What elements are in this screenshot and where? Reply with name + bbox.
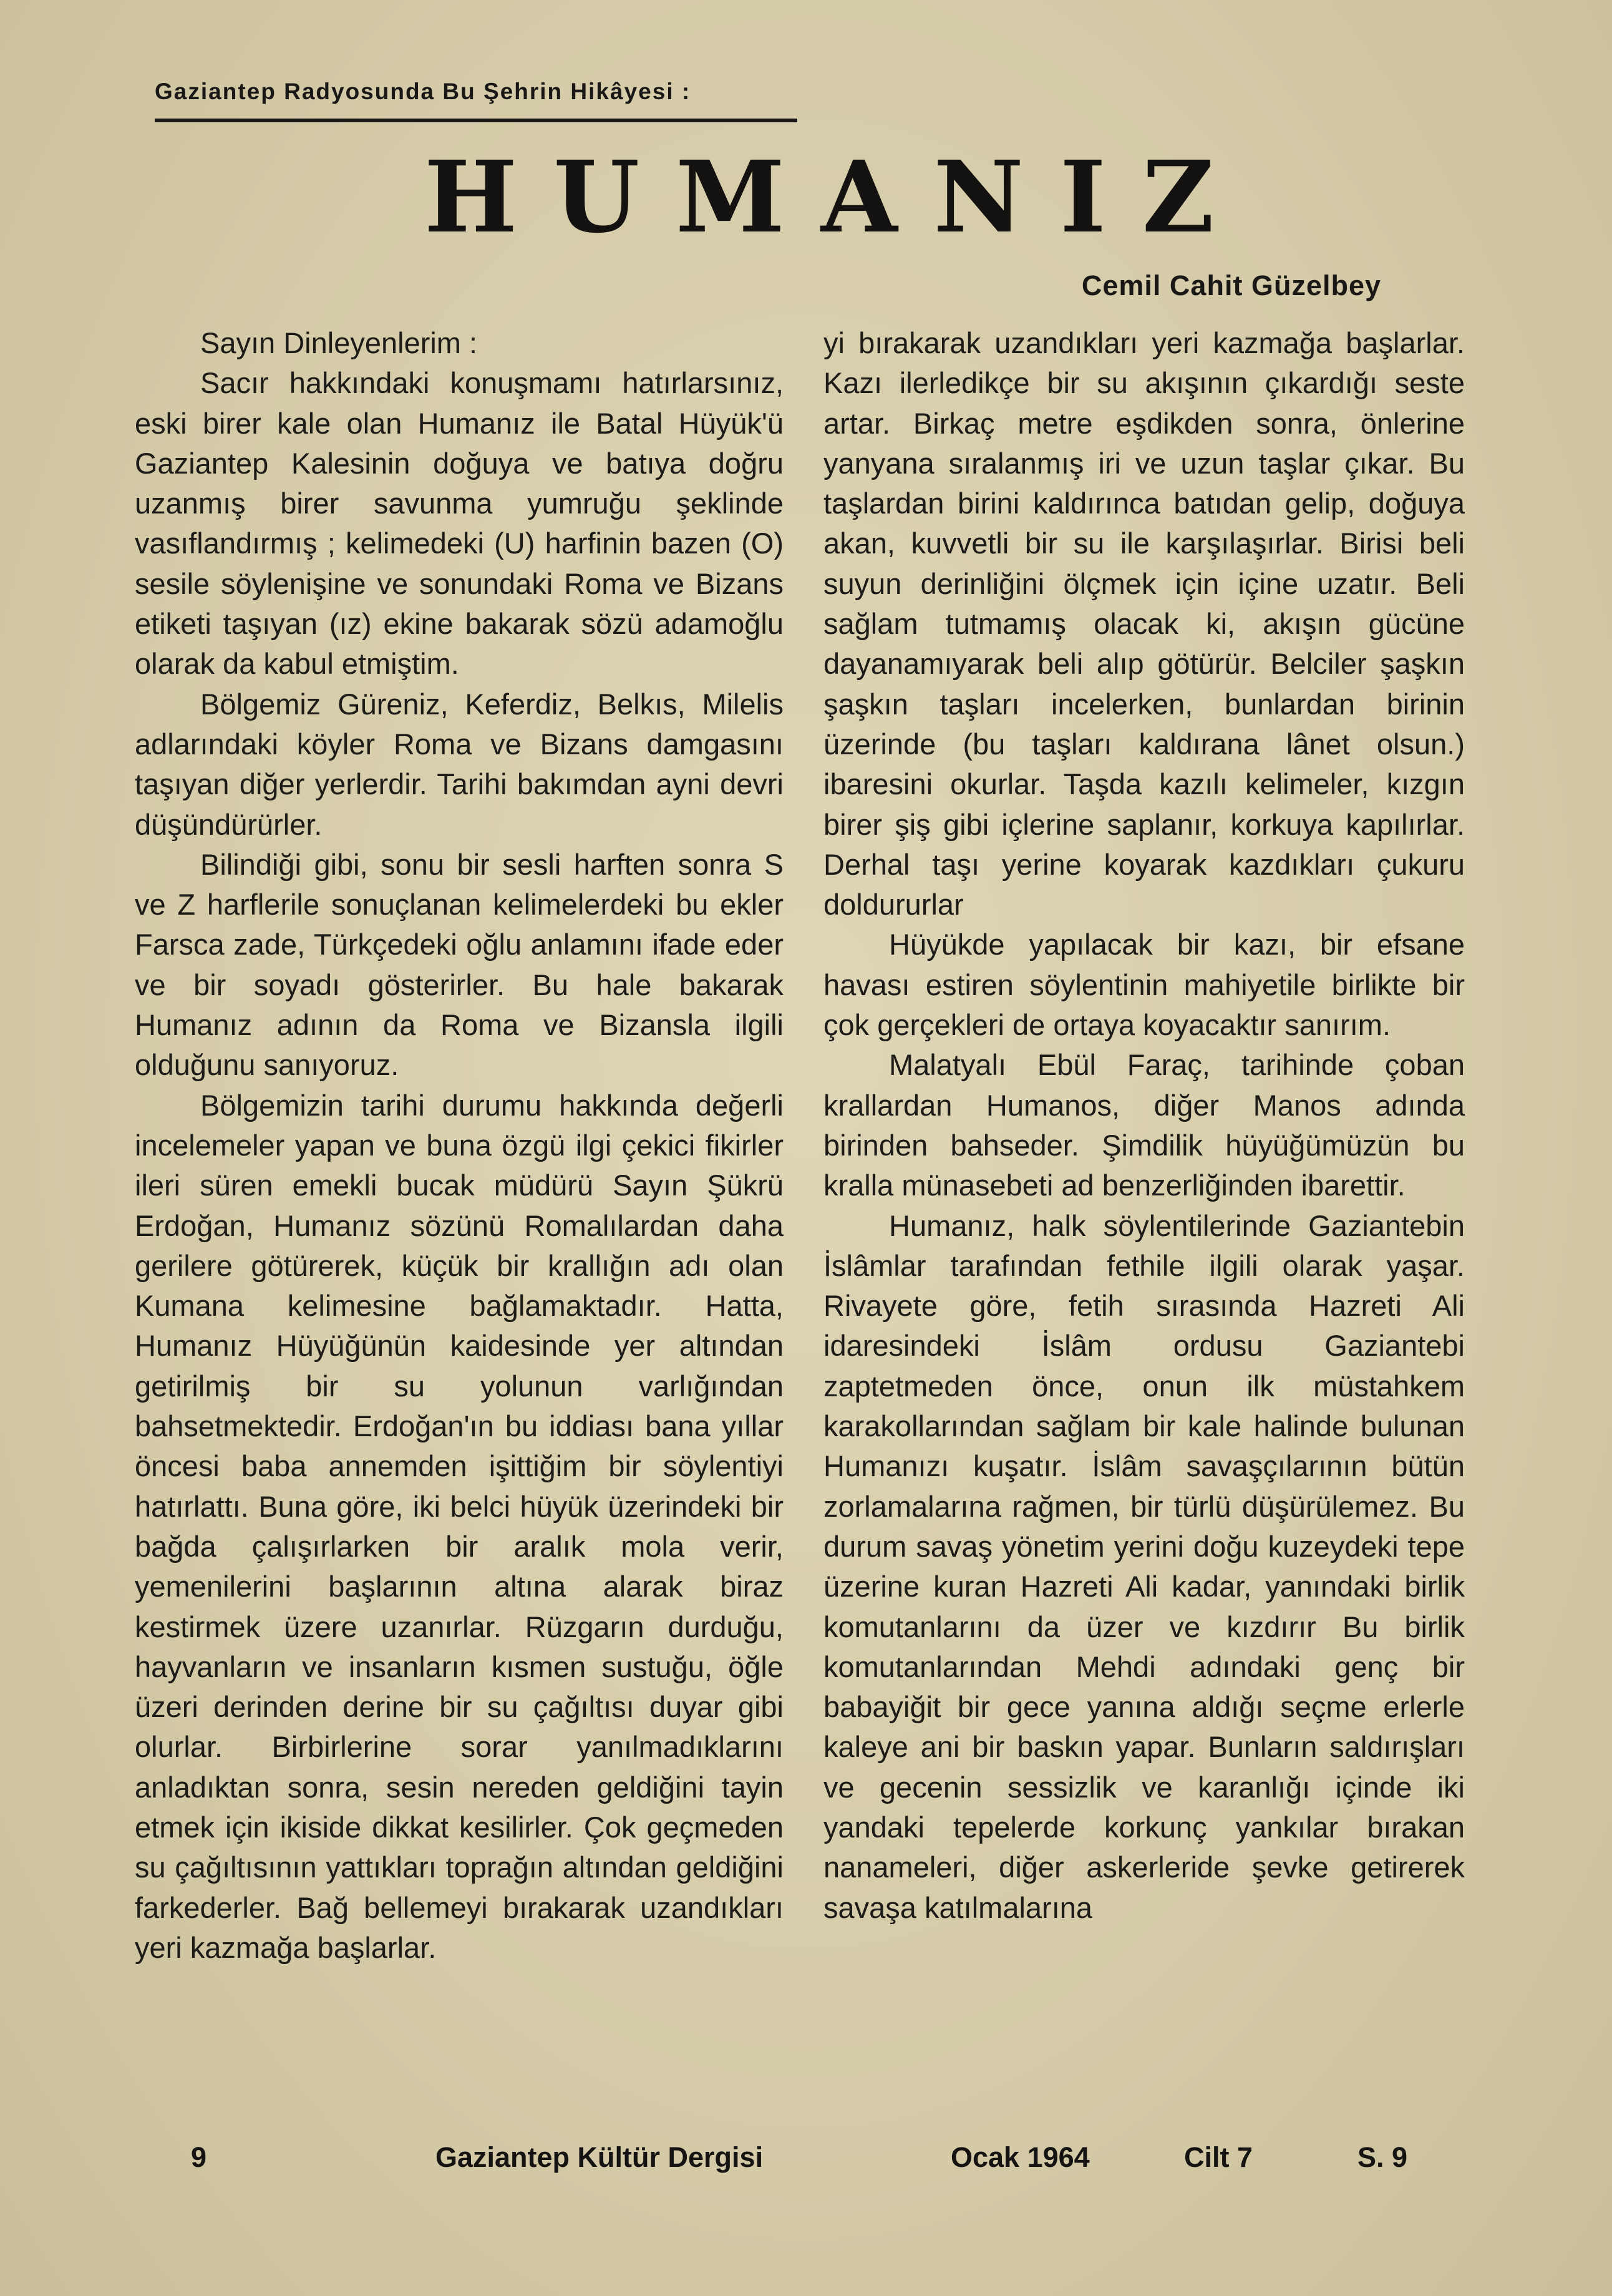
paragraph: Bölgemiz Güreniz, Keferdiz, Belkıs, Milelis adlarındaki köyler Roma ve Bizans damgasını taşıyan diğer yerlerdir. Tarihi bakımdan ayni devri düşündürürler. [135, 687, 784, 841]
paragraph: Humanız, halk söylentilerinde Gaziantebin İslâmlar tarafından fethile ilgili olarak yaşar. Rivayete göre, fetih sırasında Hazreti Ali idaresindeki İslâm ordusu Gaziantebi zaptetmeden önce, onun ilk müstahkem karakollarından sağlam bir kale halinde bulunan Humanızı kuşatır. İslâm savaşçılarının bütün zorlamalarına rağmen, bir türlü düşürülemez. Bu durum savaş yönetim yerini doğu kuzeydeki tepe üzerine kuran Hazreti Ali kadar, yanındaki birlik komutanlarını da üzer ve kızdırır Bu birlik komutanlarından Mehdi adındaki genç bir babayiğit bir gece yanına aldığı seçme erlerle kaleye ani bir baskın yapar. Bunların saldırışları ve gecenin sessizlik ve karanlığı içinde iki yandaki tepelerde korkunç yankılar bırakan nanameleri, diğer askerleride şevke getirerek savaşa katılmalarına [823, 1209, 1465, 1924]
paragraph: Bilindiği gibi, sonu bir sesli harften sonra S ve Z harflerile sonuçlanan kelimelerdeki bu ekler Farsca zade, Türkçedeki oğlu anlamını ifade eder ve bir soyadı gösterirler. Bu hale bakarak Humanız adının da Roma ve Bizansla ilgili olduğunu sanıyoruz. [135, 847, 784, 1082]
author-name: Cemil Cahit Güzelbey [1081, 270, 1381, 301]
issue-date: Ocak 1964 [951, 2141, 1090, 2173]
paragraph: Bölgemizin tarihi durumu hakkında değerli incelemeler yapan ve buna özgü ilgi çekici fikirler ileri süren emekli bucak müdürü Sayın Şükrü Erdoğan, Humanız sözünü Romalılardan daha gerilere götürerek, küçük bir krallığın adı olan Kumana kelimesine bağlamaktadır. Hatta, Humanız Hüyüğünün kaidesinde yer altından getirilmiş bir su yolunun varlığından bahsetmektedir. Erdoğan'ın bu iddiası bana yıllar öncesi baba annemden işittiğim bir söylentiyi hatırlattı. Buna göre, iki belci hüyük üzerindeki bir bağda çalışırlarken bir aralık mola verir, yemenilerini başlarının altına alarak biraz kestirmek üzere uzanırlar. Rüzgarın durduğu, hayvanların ve insanların kısmen sustuğu, öğle üzeri derinden derine bir su çağıltısı duyar gibi olurlar. Birbirlerine sorar yanılmadıklarını anladıktan sonra, sesin nereden geldiğini tayin etmek için ikiside dikkat kesilirler. Çok geçmeden su çağıltısının yattıkları toprağın altından geldiğini farkederler. Bağ bellemeyi bırakarak uzandıkları yeri kazmağa başlarlar. [135, 1088, 784, 1964]
series-title: Gaziantep Radyosunda Bu Şehrin Hikâyesi : [155, 79, 691, 104]
paragraph: Malatyalı Ebül Faraç, tarihinde çoban krallardan Humanos, diğer Manos adında birinden bahseder. Şimdilik hüyüğümüzün bu kralla münasebeti ad benzerliğinden ibarettir. [823, 1048, 1465, 1202]
greeting-paragraph: Sayın Dinleyenlerim : [200, 326, 478, 359]
journal-name: Gaziantep Kültür Dergisi [435, 2141, 764, 2173]
issue-label: S. 9 [1357, 2141, 1408, 2173]
article-title: HUMANIZ [424, 140, 1251, 255]
page-footer [0, 2141, 1612, 2185]
volume-label: Cilt 7 [1184, 2141, 1253, 2173]
paragraph-continued: yi bırakarak uzandıkları yeri kazmağa başlarlar. Kazı ilerledikçe bir su akışının çıkardığı seste artar. Birkaç metre eşdikden sonra, önlerine yanyana sıralanmış iri ve uzun taşlar çıkar. Bu taşlardan birini kaldırınca batıdan gelip, doğuya akan, kuvvetli bir su ile karşılaşırlar. Birisi beli suyun derinliğini ölçmek için içine uzatır. Beli sağlam tutmamış olacak ki, akışın gücüne dayanamıyarak beli alıp götürür. Belciler şaşkın şaşkın taşları incelerken, bunlardan birinin üzerinde (bu taşları kaldırana lânet olsun.) ibaresini okurlar. Taşda kazılı kelimeler, kızgın birer şiş gibi içlerine saplanır, korkuya kapılırlar. Derhal taşı yerine koyarak kazdıkları çukuru doldururlar [823, 326, 1465, 922]
header-rule [155, 119, 797, 122]
paragraph: Sacır hakkındaki konuşmamı hatırlarsınız, eski birer kale olan Humanız ile Batal Hüyük'ü Gaziantep Kalesinin doğuya ve batıya doğru uzanmış birer savunma yumruğu şeklinde vasıflandırmış ; kelimedeki (U) harfinin bazen (O) sesile söylenişine ve sonundaki Roma ve Bizans etiketi taşıyan (ız) ekine bakarak sözü adamoğlu olarak da kabul etmiştim. [135, 366, 784, 681]
paragraph: Hüyükde yapılacak bir kazı, bir efsane havası estiren söylentinin mahiyetile birlikte bir çok gerçekleri de ortaya koyacaktır sanırım. [823, 928, 1465, 1042]
left-column [135, 323, 784, 1968]
page-number: 9 [191, 2141, 207, 2173]
right-column [823, 323, 1465, 1928]
